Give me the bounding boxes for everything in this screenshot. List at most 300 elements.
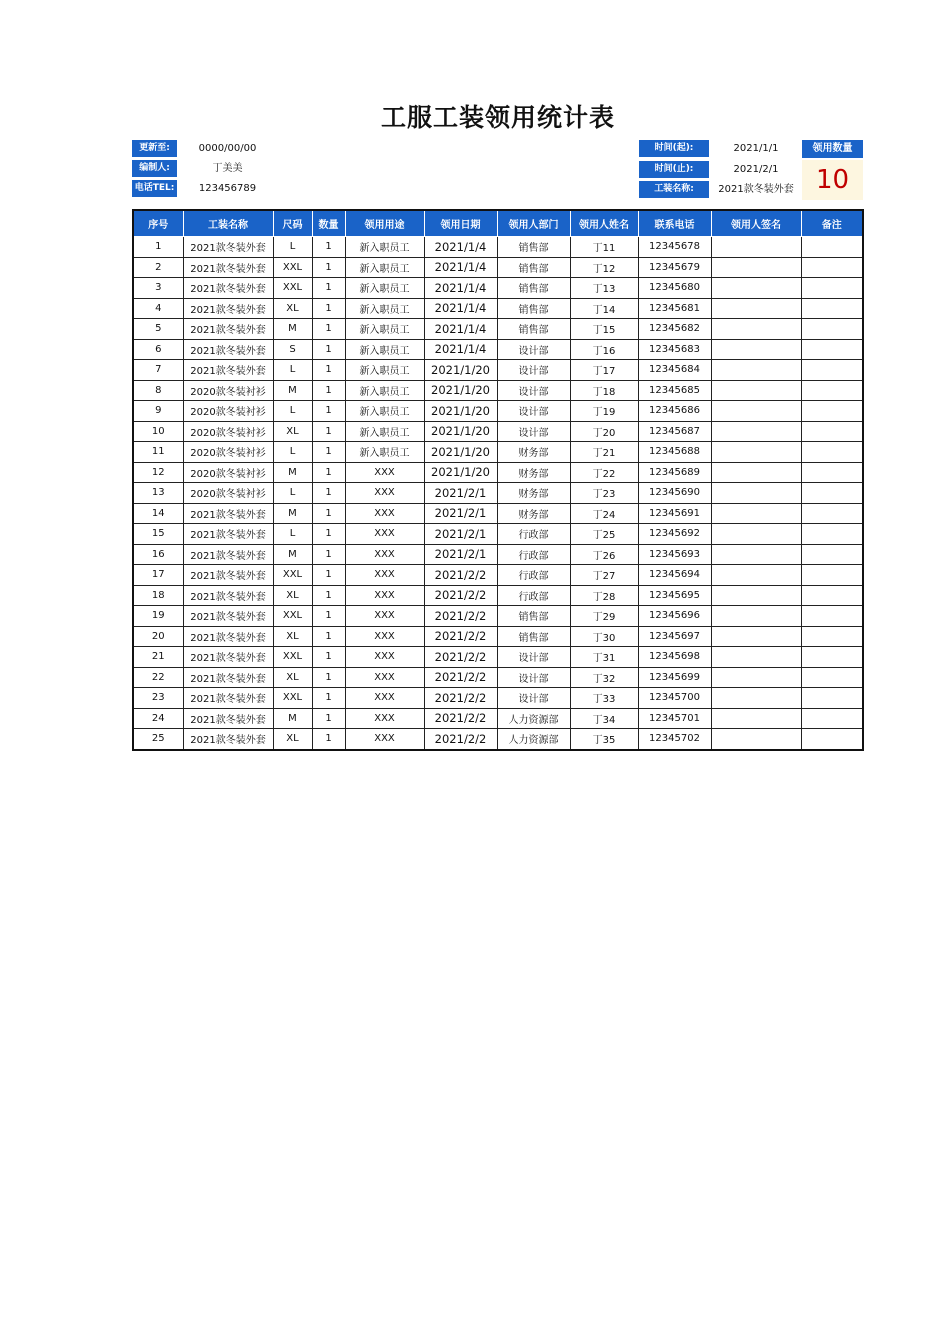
cell-recipient[interactable]: 丁13 [570,278,638,299]
cell-department[interactable]: 设计部 [497,667,570,688]
cell-signature[interactable] [711,339,801,360]
cell-size[interactable]: XXL [273,565,312,586]
cell-index[interactable]: 15 [133,524,183,545]
cell-index[interactable]: 25 [133,729,183,750]
cell-item-name[interactable]: 2021款冬装外套 [183,237,273,258]
cell-date[interactable]: 2021/1/20 [424,421,497,442]
cell-quantity[interactable]: 1 [312,503,345,524]
cell-purpose[interactable]: XXX [345,729,424,750]
cell-recipient[interactable]: 丁17 [570,360,638,381]
cell-quantity[interactable]: 1 [312,565,345,586]
cell-phone[interactable]: 12345689 [638,462,711,483]
cell-phone[interactable]: 12345680 [638,278,711,299]
cell-remarks[interactable] [801,319,863,340]
cell-quantity[interactable]: 1 [312,278,345,299]
cell-date[interactable]: 2021/2/1 [424,483,497,504]
cell-index[interactable]: 23 [133,688,183,709]
cell-date[interactable]: 2021/2/1 [424,524,497,545]
cell-size[interactable]: L [273,401,312,422]
cell-size[interactable]: XXL [273,688,312,709]
cell-remarks[interactable] [801,462,863,483]
cell-department[interactable]: 设计部 [497,421,570,442]
cell-phone[interactable]: 12345682 [638,319,711,340]
cell-size[interactable]: M [273,544,312,565]
start-date-value[interactable]: 2021/1/1 [733,143,779,154]
cell-quantity[interactable]: 1 [312,729,345,750]
cell-purpose[interactable]: 新入职员工 [345,278,424,299]
cell-index[interactable]: 22 [133,667,183,688]
cell-date[interactable]: 2021/2/2 [424,729,497,750]
cell-size[interactable]: M [273,380,312,401]
cell-recipient[interactable]: 丁20 [570,421,638,442]
col-header-size: 尺码 [273,210,312,237]
cell-signature[interactable] [711,360,801,381]
cell-recipient[interactable]: 丁11 [570,237,638,258]
cell-date[interactable]: 2021/2/2 [424,606,497,627]
cell-quantity[interactable]: 1 [312,360,345,381]
cell-size[interactable]: S [273,339,312,360]
cell-recipient[interactable]: 丁33 [570,688,638,709]
cell-recipient[interactable]: 丁35 [570,729,638,750]
table-row [133,544,863,565]
cell-remarks[interactable] [801,565,863,586]
cell-quantity[interactable]: 1 [312,298,345,319]
cell-department[interactable]: 人力资源部 [497,708,570,729]
cell-remarks[interactable] [801,298,863,319]
cell-size[interactable]: L [273,442,312,463]
cell-phone[interactable]: 12345691 [638,503,711,524]
cell-department[interactable]: 行政部 [497,524,570,545]
cell-recipient[interactable]: 丁26 [570,544,638,565]
cell-signature[interactable] [711,544,801,565]
cell-quantity[interactable]: 1 [312,380,345,401]
cell-size[interactable]: XL [273,667,312,688]
cell-item-name[interactable]: 2021款冬装外套 [183,360,273,381]
col-header-quantity: 数量 [312,210,345,237]
cell-signature[interactable] [711,729,801,750]
cell-purpose[interactable]: 新入职员工 [345,339,424,360]
cell-remarks[interactable] [801,729,863,750]
cell-remarks[interactable] [801,503,863,524]
cell-remarks[interactable] [801,544,863,565]
cell-size[interactable]: L [273,483,312,504]
cell-item-name[interactable]: 2020款冬装衬衫 [183,442,273,463]
cell-department[interactable]: 设计部 [497,380,570,401]
table-row [133,401,863,422]
cell-remarks[interactable] [801,483,863,504]
cell-date[interactable]: 2021/2/1 [424,544,497,565]
cell-signature[interactable] [711,708,801,729]
cell-signature[interactable] [711,585,801,606]
cell-recipient[interactable]: 丁21 [570,442,638,463]
updated-label: 更新至: [132,140,177,157]
cell-quantity[interactable]: 1 [312,606,345,627]
cell-remarks[interactable] [801,278,863,299]
col-header-phone: 联系电话 [638,210,711,237]
cell-remarks[interactable] [801,257,863,278]
cell-purpose[interactable]: XXX [345,688,424,709]
cell-remarks[interactable] [801,380,863,401]
cell-item-name[interactable]: 2021款冬装外套 [183,524,273,545]
cell-item-name[interactable]: 2020款冬装衬衫 [183,421,273,442]
cell-recipient[interactable]: 丁31 [570,647,638,668]
cell-department[interactable]: 财务部 [497,503,570,524]
cell-phone[interactable]: 12345683 [638,339,711,360]
cell-department[interactable]: 设计部 [497,339,570,360]
cell-recipient[interactable]: 丁30 [570,626,638,647]
cell-index[interactable]: 10 [133,421,183,442]
cell-index[interactable]: 6 [133,339,183,360]
cell-recipient[interactable]: 丁24 [570,503,638,524]
table-header-row [133,210,863,237]
cell-recipient[interactable]: 丁27 [570,565,638,586]
cell-quantity[interactable]: 1 [312,319,345,340]
cell-index[interactable]: 3 [133,278,183,299]
cell-index[interactable]: 21 [133,647,183,668]
cell-date[interactable]: 2021/1/4 [424,237,497,258]
cell-date[interactable]: 2021/1/4 [424,319,497,340]
cell-size[interactable]: L [273,524,312,545]
cell-recipient[interactable]: 丁16 [570,339,638,360]
cell-size[interactable]: M [273,319,312,340]
cell-purpose[interactable]: XXX [345,483,424,504]
cell-recipient[interactable]: 丁14 [570,298,638,319]
cell-date[interactable]: 2021/1/4 [424,257,497,278]
cell-date[interactable]: 2021/1/20 [424,380,497,401]
cell-department[interactable]: 人力资源部 [497,729,570,750]
cell-signature[interactable] [711,298,801,319]
cell-phone[interactable]: 12345702 [638,729,711,750]
cell-date[interactable]: 2021/2/2 [424,647,497,668]
cell-signature[interactable] [711,257,801,278]
cell-purpose[interactable]: XXX [345,524,424,545]
cell-quantity[interactable]: 1 [312,524,345,545]
cell-purpose[interactable]: XXX [345,544,424,565]
cell-date[interactable]: 2021/1/20 [424,401,497,422]
cell-signature[interactable] [711,503,801,524]
cell-purpose[interactable]: XXX [345,585,424,606]
cell-size[interactable]: M [273,462,312,483]
cell-signature[interactable] [711,278,801,299]
cell-phone[interactable]: 12345688 [638,442,711,463]
cell-item-name[interactable]: 2021款冬装外套 [183,647,273,668]
cell-size[interactable]: XXL [273,257,312,278]
cell-remarks[interactable] [801,667,863,688]
cell-size[interactable]: XXL [273,606,312,627]
cell-index[interactable]: 9 [133,401,183,422]
cell-phone[interactable]: 12345687 [638,421,711,442]
cell-recipient[interactable]: 丁23 [570,483,638,504]
cell-remarks[interactable] [801,688,863,709]
cell-quantity[interactable]: 1 [312,257,345,278]
end-date-value[interactable]: 2021/2/1 [733,164,779,175]
cell-purpose[interactable]: 新入职员工 [345,237,424,258]
table-row [133,462,863,483]
cell-remarks[interactable] [801,442,863,463]
cell-department[interactable]: 销售部 [497,298,570,319]
cell-department[interactable]: 行政部 [497,585,570,606]
cell-date[interactable]: 2021/1/20 [424,442,497,463]
cell-remarks[interactable] [801,626,863,647]
cell-size[interactable]: L [273,237,312,258]
cell-department[interactable]: 销售部 [497,319,570,340]
cell-recipient[interactable]: 丁12 [570,257,638,278]
cell-purpose[interactable]: XXX [345,606,424,627]
cell-signature[interactable] [711,565,801,586]
cell-item-name[interactable]: 2021款冬装外套 [183,298,273,319]
cell-quantity[interactable]: 1 [312,708,345,729]
cell-index[interactable]: 1 [133,237,183,258]
cell-item-name[interactable]: 2021款冬装外套 [183,503,273,524]
table-row [133,565,863,586]
cell-quantity[interactable]: 1 [312,626,345,647]
cell-quantity[interactable]: 1 [312,585,345,606]
cell-signature[interactable] [711,483,801,504]
cell-purpose[interactable]: 新入职员工 [345,298,424,319]
cell-size[interactable]: XL [273,585,312,606]
cell-purpose[interactable]: 新入职员工 [345,401,424,422]
cell-item-name[interactable]: 2021款冬装外套 [183,257,273,278]
cell-phone[interactable]: 12345699 [638,667,711,688]
cell-index[interactable]: 19 [133,606,183,627]
cell-index[interactable]: 18 [133,585,183,606]
cell-date[interactable]: 2021/1/4 [424,278,497,299]
cell-phone[interactable]: 12345692 [638,524,711,545]
cell-date[interactable]: 2021/2/2 [424,667,497,688]
cell-signature[interactable] [711,237,801,258]
cell-item-name[interactable]: 2021款冬装外套 [183,585,273,606]
cell-remarks[interactable] [801,585,863,606]
cell-recipient[interactable]: 丁19 [570,401,638,422]
cell-phone[interactable]: 12345679 [638,257,711,278]
cell-quantity[interactable]: 1 [312,667,345,688]
cell-department[interactable]: 销售部 [497,257,570,278]
cell-item-name[interactable]: 2021款冬装外套 [183,688,273,709]
cell-signature[interactable] [711,442,801,463]
cell-purpose[interactable]: XXX [345,708,424,729]
cell-recipient[interactable]: 丁15 [570,319,638,340]
cell-signature[interactable] [711,401,801,422]
cell-remarks[interactable] [801,421,863,442]
cell-index[interactable]: 8 [133,380,183,401]
cell-phone[interactable]: 12345686 [638,401,711,422]
cell-phone[interactable]: 12345681 [638,298,711,319]
cell-recipient[interactable]: 丁34 [570,708,638,729]
cell-phone[interactable]: 12345694 [638,565,711,586]
col-header-department: 领用人部门 [497,210,570,237]
cell-date[interactable]: 2021/1/20 [424,462,497,483]
cell-recipient[interactable]: 丁28 [570,585,638,606]
cell-department[interactable]: 财务部 [497,483,570,504]
cell-remarks[interactable] [801,606,863,627]
cell-signature[interactable] [711,688,801,709]
cell-purpose[interactable]: XXX [345,647,424,668]
cell-purpose[interactable]: XXX [345,565,424,586]
cell-recipient[interactable]: 丁32 [570,667,638,688]
table-row [133,503,863,524]
cell-signature[interactable] [711,626,801,647]
cell-index[interactable]: 12 [133,462,183,483]
cell-item-name[interactable]: 2020款冬装衬衫 [183,462,273,483]
cell-phone[interactable]: 12345685 [638,380,711,401]
cell-item-name[interactable]: 2021款冬装外套 [183,544,273,565]
cell-size[interactable]: M [273,503,312,524]
cell-remarks[interactable] [801,708,863,729]
cell-item-name[interactable]: 2021款冬装外套 [183,626,273,647]
cell-index[interactable]: 14 [133,503,183,524]
cell-item-name[interactable]: 2021款冬装外套 [183,729,273,750]
cell-department[interactable]: 财务部 [497,462,570,483]
cell-size[interactable]: XL [273,626,312,647]
cell-signature[interactable] [711,462,801,483]
cell-index[interactable]: 5 [133,319,183,340]
cell-item-name[interactable]: 2021款冬装外套 [183,565,273,586]
table-row [133,298,863,319]
cell-item-name[interactable]: 2021款冬装外套 [183,278,273,299]
table-row [133,524,863,545]
cell-quantity[interactable]: 1 [312,442,345,463]
cell-phone[interactable]: 12345678 [638,237,711,258]
cell-item-name[interactable]: 2021款冬装外套 [183,606,273,627]
cell-remarks[interactable] [801,339,863,360]
cell-purpose[interactable]: XXX [345,462,424,483]
cell-purpose[interactable]: 新入职员工 [345,360,424,381]
cell-department[interactable]: 财务部 [497,442,570,463]
table-row [133,585,863,606]
cell-item-name[interactable]: 2021款冬装外套 [183,319,273,340]
cell-date[interactable]: 2021/2/1 [424,503,497,524]
cell-remarks[interactable] [801,401,863,422]
cell-purpose[interactable]: XXX [345,626,424,647]
cell-phone[interactable]: 12345696 [638,606,711,627]
table-row [133,380,863,401]
cell-size[interactable]: XL [273,729,312,750]
cell-size[interactable]: XL [273,298,312,319]
cell-date[interactable]: 2021/1/4 [424,339,497,360]
cell-item-name[interactable]: 2021款冬装外套 [183,708,273,729]
cell-remarks[interactable] [801,647,863,668]
cell-date[interactable]: 2021/2/2 [424,708,497,729]
cell-department[interactable]: 行政部 [497,565,570,586]
cell-quantity[interactable]: 1 [312,688,345,709]
cell-quantity[interactable]: 1 [312,483,345,504]
cell-item-name[interactable]: 2021款冬装外套 [183,339,273,360]
cell-quantity[interactable]: 1 [312,401,345,422]
updated-value[interactable]: 0000/00/00 [198,143,257,154]
cell-department[interactable]: 销售部 [497,278,570,299]
cell-phone[interactable]: 12345693 [638,544,711,565]
cell-recipient[interactable]: 丁18 [570,380,638,401]
cell-remarks[interactable] [801,237,863,258]
cell-purpose[interactable]: 新入职员工 [345,380,424,401]
cell-size[interactable]: XXL [273,647,312,668]
cell-index[interactable]: 20 [133,626,183,647]
cell-purpose[interactable]: 新入职员工 [345,442,424,463]
cell-quantity[interactable]: 1 [312,237,345,258]
cell-index[interactable]: 11 [133,442,183,463]
cell-department[interactable]: 销售部 [497,237,570,258]
table-row [133,667,863,688]
cell-index[interactable]: 17 [133,565,183,586]
cell-phone[interactable]: 12345684 [638,360,711,381]
cell-signature[interactable] [711,380,801,401]
cell-recipient[interactable]: 丁29 [570,606,638,627]
cell-purpose[interactable]: XXX [345,667,424,688]
cell-item-name[interactable]: 2021款冬装外套 [183,667,273,688]
cell-index[interactable]: 13 [133,483,183,504]
cell-purpose[interactable]: 新入职员工 [345,319,424,340]
cell-quantity[interactable]: 1 [312,462,345,483]
cell-department[interactable]: 行政部 [497,544,570,565]
cell-item-name[interactable]: 2020款冬装衬衫 [183,483,273,504]
table-row [133,483,863,504]
cell-phone[interactable]: 12345698 [638,647,711,668]
cell-quantity[interactable]: 1 [312,647,345,668]
table-row [133,278,863,299]
cell-signature[interactable] [711,524,801,545]
cell-quantity[interactable]: 1 [312,544,345,565]
cell-phone[interactable]: 12345697 [638,626,711,647]
cell-index[interactable]: 7 [133,360,183,381]
cell-department[interactable]: 销售部 [497,606,570,627]
cell-department[interactable]: 设计部 [497,688,570,709]
cell-index[interactable]: 16 [133,544,183,565]
cell-phone[interactable]: 12345700 [638,688,711,709]
cell-recipient[interactable]: 丁25 [570,524,638,545]
cell-signature[interactable] [711,319,801,340]
cell-recipient[interactable]: 丁22 [570,462,638,483]
cell-phone[interactable]: 12345695 [638,585,711,606]
cell-size[interactable]: XXL [273,278,312,299]
cell-signature[interactable] [711,606,801,627]
cell-purpose[interactable]: XXX [345,503,424,524]
cell-department[interactable]: 销售部 [497,626,570,647]
cell-quantity[interactable]: 1 [312,421,345,442]
cell-date[interactable]: 2021/2/2 [424,565,497,586]
table-row [133,688,863,709]
cell-date[interactable]: 2021/2/2 [424,688,497,709]
cell-date[interactable]: 2021/1/4 [424,298,497,319]
cell-purpose[interactable]: 新入职员工 [345,257,424,278]
cell-index[interactable]: 2 [133,257,183,278]
cell-date[interactable]: 2021/2/2 [424,585,497,606]
cell-size[interactable]: XL [273,421,312,442]
cell-department[interactable]: 设计部 [497,647,570,668]
tel-value[interactable]: 123456789 [198,183,257,194]
cell-signature[interactable] [711,647,801,668]
editor-value[interactable]: 丁美美 [212,163,243,174]
cell-signature[interactable] [711,421,801,442]
cell-remarks[interactable] [801,360,863,381]
cell-index[interactable]: 4 [133,298,183,319]
cell-size[interactable]: L [273,360,312,381]
cell-quantity[interactable]: 1 [312,339,345,360]
cell-remarks[interactable] [801,524,863,545]
cell-size[interactable]: M [273,708,312,729]
cell-signature[interactable] [711,667,801,688]
cell-phone[interactable]: 12345701 [638,708,711,729]
cell-index[interactable]: 24 [133,708,183,729]
cell-department[interactable]: 设计部 [497,360,570,381]
cell-date[interactable]: 2021/2/2 [424,626,497,647]
cell-purpose[interactable]: 新入职员工 [345,421,424,442]
cell-date[interactable]: 2021/1/20 [424,360,497,381]
item-name-value[interactable]: 2021款冬装外套 [718,184,794,195]
cell-department[interactable]: 设计部 [497,401,570,422]
cell-item-name[interactable]: 2020款冬装衬衫 [183,380,273,401]
cell-phone[interactable]: 12345690 [638,483,711,504]
cell-item-name[interactable]: 2020款冬装衬衫 [183,401,273,422]
